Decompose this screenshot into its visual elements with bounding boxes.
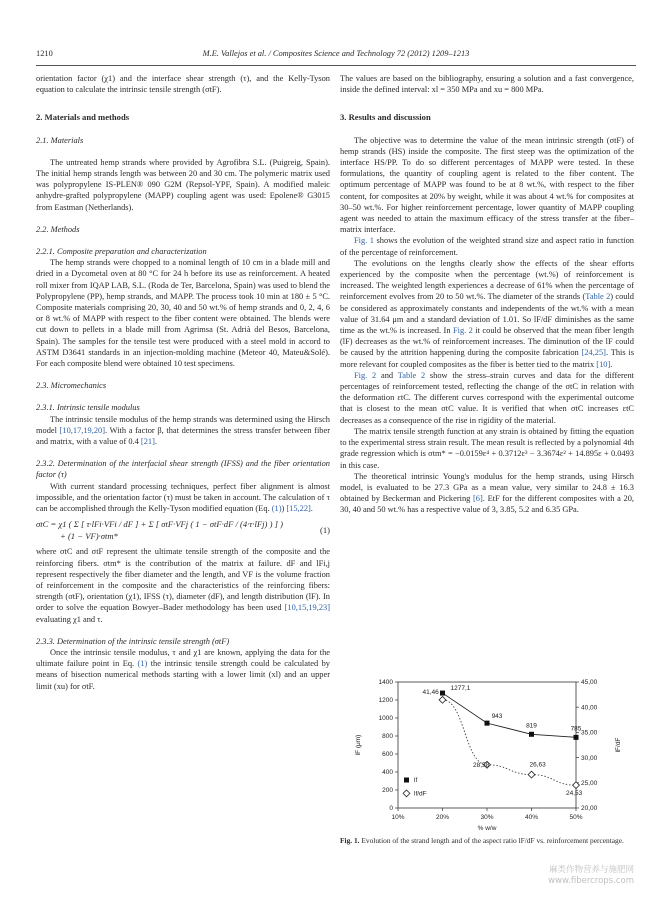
y-left-tick-label: 1000 (378, 715, 393, 723)
running-header (36, 49, 636, 63)
series-lfdf-point (528, 771, 535, 778)
section-3-heading: 3. Results and discussion (340, 112, 431, 123)
series-lf-data-label: 1277,1 (450, 685, 471, 693)
section-2-2-heading: 2.2. Methods (36, 224, 80, 234)
left-column (36, 73, 330, 692)
series-lfdf-data-label: 41,46 (422, 688, 439, 696)
figure-1-chart (340, 672, 630, 832)
section-2-3-2-heading: 2.3.2. Determination of the interfacial shear strength (IFSS) and the fiber orientation factor (τ) (36, 459, 330, 480)
series-lf-point (574, 735, 579, 740)
x-tick-label: 10% (391, 814, 405, 821)
citation-link[interactable]: [10,17,19,20] (59, 425, 105, 435)
citation-link[interactable]: [15,22] (286, 504, 311, 514)
results-paragraph-6: The theoretical intrinsic Young's modulus for the hemp strands, using Hirsch model, is evaluated to be 27.3 GPa as a mean value, very similar to 24.8 ± 16.3 obtained by Beckerman and Pickering [6]. EtF for the different composites with a 20, 30, 40 and 50 wt.% has a respective value of 3, 3.85, 5.2 and 6.35 GPa. (340, 471, 634, 515)
section-2-3-heading: 2.3. Micromechanics (36, 381, 107, 391)
y-left-axis-label: lF (μm) (355, 734, 362, 756)
table-link[interactable]: Table 2 (585, 292, 611, 302)
y-right-tick-label: 30,00 (581, 754, 598, 762)
legend-lf-marker (404, 778, 409, 783)
y-right-axis-label: lF/dF (615, 737, 622, 753)
series-lf-data-label: 943 (491, 713, 503, 721)
x-axis-label: % w/w (477, 825, 497, 832)
modulus-paragraph: The intrinsic tensile modulus of the hemp strands was determined using the Hirsch model [10,17,19,20]. With a factor β, that determines the stress transfer between fiber and matrix, with a value of 0.4 [21]. (36, 414, 331, 447)
series-lf-data-label: 819 (526, 722, 537, 730)
citation-link[interactable]: [24,25] (581, 348, 606, 358)
results-paragraph-2: Fig. 1 shows the evolution of the weighted strand size and aspect ratio in function of the percentage of reinforcement. (340, 236, 634, 257)
x-tick-label: 40% (524, 814, 539, 821)
section-2-2-1-heading: 2.2.1. Composite preparation and characterization (36, 247, 207, 257)
series-lfdf-data-label: 28,58 (473, 761, 490, 769)
equation-link[interactable]: (1) (137, 659, 148, 669)
watermark: 麻类作物营养与施肥网 www.fibercrops.com (548, 865, 634, 886)
legend-lfdf-marker (403, 790, 410, 797)
figure-1-caption: Fig. 1. Evolution of the strand length and of the aspect ratio lF/dF vs. reinforcement percentage. (340, 836, 624, 845)
series-lf-data-label: 785 (570, 725, 582, 733)
series-lf-line (443, 693, 577, 737)
continuation-paragraph: The values are based on the bibliography, ensuring a solution and a fast convergence, inside the defined interval: xl = 350 MPa and xu = 800 MPa. (340, 74, 634, 95)
y-left-tick-label: 0 (389, 805, 393, 813)
y-left-tick-label: 1200 (378, 697, 393, 705)
equation-link[interactable]: (1) (271, 504, 282, 514)
intro-paragraph: orientation factor (χ1) and the interface shear strength (τ), and the Kelly-Tyson equation to calculate the intrinsic tensile strength (σtF). (36, 74, 330, 95)
results-paragraph-5: The matrix tensile strength function at any strain is obtained by fitting the equation to the experimental stress strain result. The mean result is reflected by a polynomial 4th grade regression which is σtm* = −0.0159ε⁴ + 0.3712ε³ − 3.3674ε² + 14.895ε + 0.0493 in this case. (340, 426, 634, 470)
series-lf-point (529, 732, 534, 737)
y-left-tick-label: 1400 (378, 679, 393, 687)
section-2-3-1-heading: 2.3.1. Intrinsic tensile modulus (36, 403, 140, 413)
series-lfdf-line (443, 700, 577, 785)
ifss-paragraph: With current standard processing techniques, perfect fiber alignment is almost impossible, and the orientation factor (τ) must be taken in account. The calculation of τ can be accomplished through the Kelly-Tyson modified equation (Eq. (1)) [15,22]. (36, 481, 330, 514)
y-right-tick-label: 25,00 (581, 780, 598, 787)
figure-link[interactable]: Fig. 1 (354, 236, 374, 246)
header-rule (36, 65, 636, 66)
y-left-tick-label: 600 (382, 751, 393, 759)
legend-lf-label: lf (414, 777, 418, 785)
y-left-tick-label: 400 (382, 769, 393, 777)
equation-number: (1) (319, 525, 330, 536)
series-lf-point (485, 721, 490, 726)
section-2-1-heading: 2.1. Materials (36, 135, 84, 145)
equation-line-1: σtC = χ1 ( Σ [ τ·lFi·VFi / dF ] + Σ [ σtF·VFj ( 1 − σtF·dF / (4·τ·lFj) ) ] ) (36, 519, 283, 530)
journal-citation: M.E. Vallejos et al. / Composites Science and Technology 72 (2012) 1209–1213 (202, 49, 470, 58)
figure-link[interactable]: Fig. 2 (354, 370, 377, 380)
where-paragraph: where σtC and σtF represent the ultimate tensile strength of the composite and the reinforcing fibers. σtm* is the contribution of the matrix at failure. dF and lFi,j represent respectively the fiber diameter and the length, and VF is the volume fraction of reinforcement in the composite and the characteristics of the reinforcing fibers: strength (σtF), orientation (χ1), IFSS (τ), diameter (dF), and length distribution (lF). In order to solve the equation Bowyer–Bader methodology has been used [10,15,19,23] evaluating χ1 and τ. (36, 547, 330, 624)
series-lfdf-data-label: 26,63 (529, 761, 546, 769)
x-tick-label: 30% (480, 814, 494, 821)
y-right-tick-label: 35,00 (581, 729, 598, 737)
y-right-tick-label: 40,00 (581, 704, 598, 712)
plot-frame (398, 682, 576, 808)
preparation-paragraph: The hemp strands were chopped to a nominal length of 10 cm in a blade mill and dried in a Dycometal oven at 80 °C for 24 h before its use as reinforcement. A heated roll mixer from IQAP LAB, S.L. (Roda de Ter, Barcelona, Spain) was used to blend the Polypropylene (PP), hemp strands, and MAPP. The process took 10 min at 180 ± 5 °C. Composite materials comprising 20, 30, 40 and 50 wt.% of hemp strands and 0, 2, 4, 6 or 8 wt.% of MAPP with respect to the fiber content were obtained. The blends were cut down to pellets in a blade mill from Agrimsa (St. Adrià del Besos, Barcelona, Spain). The samples for the tensile test were produced with a steel mold in accord to ASTM D3641 standards in an injection-molding machine (Meteor 40, Mateu&Solé). For each composite blend were obtained 10 test specimens. (36, 258, 330, 369)
kelly-tyson-equation (36, 518, 330, 542)
figure-link[interactable]: Fig. 2 (452, 326, 473, 336)
x-tick-label: 20% (435, 814, 450, 821)
series-lf-point (440, 691, 445, 696)
results-paragraph-3: The evolutions on the lengths clearly show the effects of the shear efforts experienced by the composite when the percentage (wt.%) of reinforcement is increased. The weighted length experiences a decrease of 61% when the percentage of reinforcement evolves from 20 to 50 wt.%. The diameter of the strands (Table 2) could be considered as approximately constants and independents of the wt.% with a mean value of 31.64 μm and a standard deviation of 1.01. So lF/dF diminishes as the same time as the wt.% is increased. In Fig. 2 it could be observed that the mean fiber length (lF) decreases as the wt.% of reinforcement increases. The diminution of the lF could be caused by the attrition happening during the composite fabrication [24,25]. This is more relevant for coupled composites as the fiber is better tied to the matrix [10]. (340, 258, 634, 369)
citation-link[interactable]: [10,15,19,23] (284, 603, 330, 613)
section-2-3-3-heading: 2.3.3. Determination of the intrinsic tensile strength (σtF) (36, 636, 230, 646)
page-number: 1210 (36, 49, 53, 58)
materials-paragraph: The untreated hemp strands where provided by Agrofibra S.L. (Puigreig, Spain). The initial hemp strands length was between 20 and 30 cm. The polymeric matrix used was polypropylene IS-PLEN® 090 G2M (Repsol-YPF, Spain). A modified maleic anhydre-grafted polypropylene (MAPP) coupling agent was used: Epolene® G3015 from Eastman (Netherlands). (36, 157, 330, 212)
y-right-tick-label: 20,00 (581, 805, 598, 813)
series-lfdf-data-label: 24,53 (566, 790, 583, 798)
results-paragraph-4: Fig. 2 and Table 2 show the stress–strain curves and data for the different percentages of reinforcement tested, reflecting the change of the σtC in relation with the deformation εtC. The different curves correspond with the experimental outcome that is closest to the mean σtC value. It is verified that when σtC increases εtC decreases as a consequence of the rise in rigidity of the material. (340, 370, 634, 425)
legend-lfdf-label: lf/dF (414, 790, 427, 798)
table-link[interactable]: Table 2 (397, 370, 426, 380)
equation-line-2: + (1 − VF)·σtm* (60, 531, 118, 542)
citation-link[interactable]: [10] (596, 359, 611, 369)
intrinsic-paragraph: Once the intrinsic tensile modulus, τ and χ1 are known, applying the data for the ultimate failure point in Eq. (1) the intrinsic tensile strength could be calculated by means of bisection numerical methods starting with a lower limit (xl) and an upper limit (xu) for σtF. (36, 647, 330, 691)
y-right-tick-label: 45,00 (581, 679, 598, 687)
results-paragraph-1: The objective was to determine the value of the mean intrinsic strength (σtF) of hemp strands (HS) inside the composite. The first steep was the optimization of the interface HS/PP. To do so different percentages of MAPP were tested. In these formulations, the quantity of coupling agent is related to the fiber content. The optimum percentage of MAPP was found to be at 8 wt.%, with respect to the fiber content, for composites at 20% by weight, while it was about 4 wt.% for composites at 30–50 wt.%. For higher reinforcement percentage, lower quantity of MAPP coupling agent was needed to attain the maximum efficacy of the stress transfer at the fiber–matrix interface. (340, 135, 634, 235)
section-2-heading: 2. Materials and methods (36, 112, 130, 123)
y-left-tick-label: 200 (382, 787, 393, 795)
y-left-tick-label: 800 (382, 733, 393, 741)
right-column (340, 73, 634, 516)
citation-link[interactable]: [21] (140, 437, 155, 447)
series-lfdf-point (439, 696, 446, 703)
citation-link[interactable]: [6] (473, 494, 483, 504)
x-tick-label: 50% (569, 814, 583, 821)
